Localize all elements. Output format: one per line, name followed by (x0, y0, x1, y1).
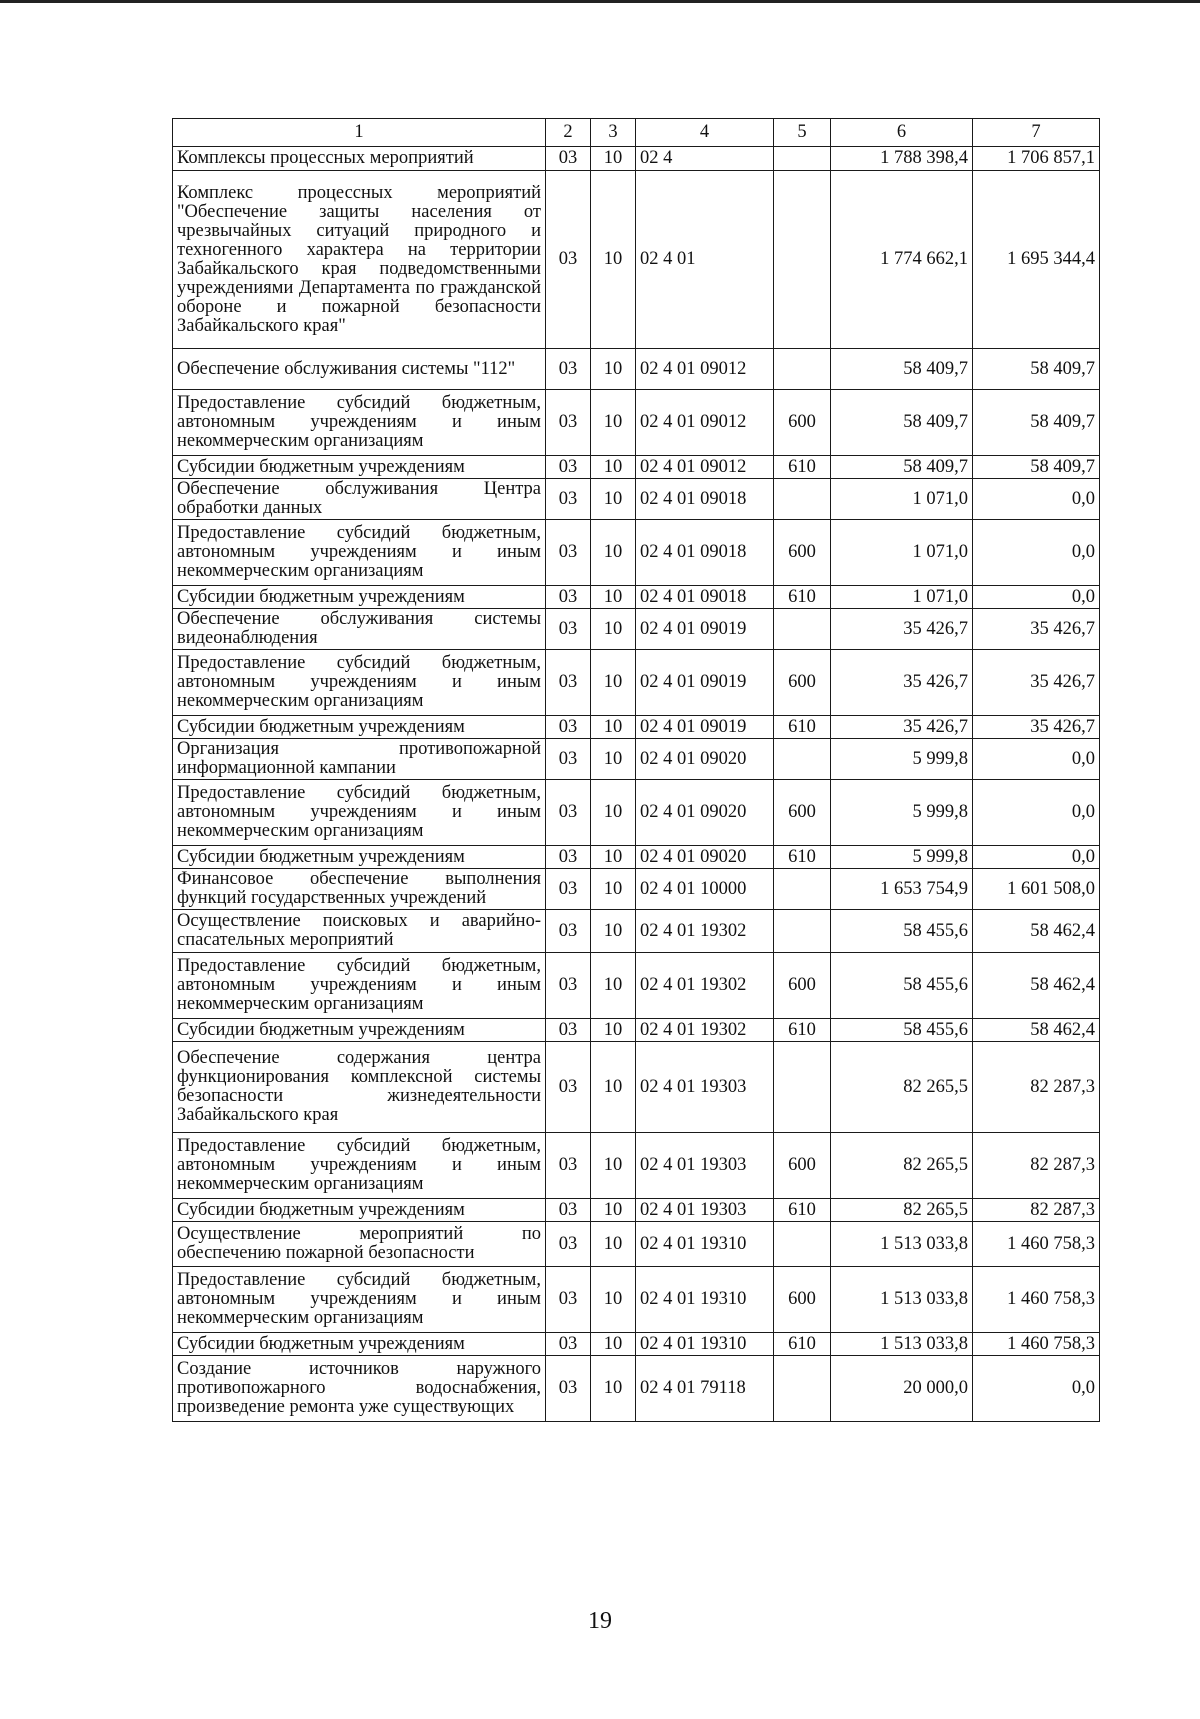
row-col-2: 03 (546, 1042, 591, 1133)
row-name: Осуществление поисковых и аварийно-спасательных мероприятий (173, 910, 546, 953)
table-row (173, 390, 1100, 456)
table-row (173, 1042, 1100, 1133)
row-col-2: 03 (546, 1356, 591, 1422)
row-col-3: 10 (591, 1199, 636, 1222)
row-col-4: 02 4 01 19310 (636, 1222, 774, 1267)
table-row (173, 1333, 1100, 1356)
table-row (173, 739, 1100, 780)
row-col-5: 600 (774, 953, 831, 1019)
row-col-7: 1 460 758,3 (973, 1333, 1100, 1356)
row-col-6: 20 000,0 (831, 1356, 973, 1422)
row-name: Создание источников наружного противопожарного водоснабжения, произведение ремонта уже существующих (173, 1356, 546, 1422)
row-col-4: 02 4 01 09012 (636, 390, 774, 456)
row-name: Финансовое обеспечение выполнения функций государственных учреждений (173, 869, 546, 910)
table-row (173, 650, 1100, 716)
table-row (173, 953, 1100, 1019)
column-header-2: 2 (546, 119, 591, 147)
column-header-5: 5 (774, 119, 831, 147)
row-col-4: 02 4 01 10000 (636, 869, 774, 910)
table-row (173, 869, 1100, 910)
column-header-7: 7 (973, 119, 1100, 147)
row-name: Субсидии бюджетным учреждениям (173, 456, 546, 479)
row-col-5: 610 (774, 586, 831, 609)
table-row (173, 780, 1100, 846)
row-col-2: 03 (546, 520, 591, 586)
row-col-4: 02 4 01 19310 (636, 1333, 774, 1356)
row-col-5: 610 (774, 1019, 831, 1042)
column-header-3: 3 (591, 119, 636, 147)
row-col-5 (774, 609, 831, 650)
row-col-7: 58 462,4 (973, 910, 1100, 953)
row-col-6: 82 265,5 (831, 1042, 973, 1133)
row-col-5: 600 (774, 650, 831, 716)
row-col-6: 58 409,7 (831, 456, 973, 479)
row-col-4: 02 4 01 09019 (636, 716, 774, 739)
row-name: Субсидии бюджетным учреждениям (173, 586, 546, 609)
table-row (173, 171, 1100, 349)
row-col-2: 03 (546, 349, 591, 390)
row-col-6: 1 071,0 (831, 586, 973, 609)
row-col-3: 10 (591, 869, 636, 910)
table-row (173, 609, 1100, 650)
row-name: Обеспечение обслуживания Центра обработки данных (173, 479, 546, 520)
row-name: Предоставление субсидий бюджетным, автономным учреждениям и иным некоммерческим организациям (173, 953, 546, 1019)
row-name: Предоставление субсидий бюджетным, автономным учреждениям и иным некоммерческим организациям (173, 390, 546, 456)
row-col-2: 03 (546, 869, 591, 910)
row-col-6: 1 653 754,9 (831, 869, 973, 910)
row-col-5: 600 (774, 1267, 831, 1333)
row-col-3: 10 (591, 846, 636, 869)
row-col-2: 03 (546, 456, 591, 479)
row-col-3: 10 (591, 1356, 636, 1422)
row-col-7: 58 409,7 (973, 390, 1100, 456)
row-col-4: 02 4 01 09018 (636, 479, 774, 520)
row-col-2: 03 (546, 1222, 591, 1267)
row-col-5: 610 (774, 1333, 831, 1356)
row-col-7: 1 706 857,1 (973, 147, 1100, 171)
row-col-5 (774, 147, 831, 171)
row-name: Предоставление субсидий бюджетным, автономным учреждениям и иным некоммерческим организациям (173, 520, 546, 586)
row-col-2: 03 (546, 780, 591, 846)
row-col-2: 03 (546, 390, 591, 456)
row-name: Субсидии бюджетным учреждениям (173, 1199, 546, 1222)
scan-top-edge (0, 0, 1200, 3)
header-row (173, 119, 1100, 147)
table-row (173, 520, 1100, 586)
row-col-7: 58 409,7 (973, 349, 1100, 390)
row-col-7: 35 426,7 (973, 716, 1100, 739)
row-name: Предоставление субсидий бюджетным, автономным учреждениям и иным некоммерческим организациям (173, 1267, 546, 1333)
row-col-3: 10 (591, 1042, 636, 1133)
table-row (173, 1133, 1100, 1199)
row-col-2: 03 (546, 171, 591, 349)
row-col-2: 03 (546, 910, 591, 953)
row-col-7: 58 462,4 (973, 953, 1100, 1019)
row-col-6: 1 071,0 (831, 479, 973, 520)
row-col-4: 02 4 01 09012 (636, 456, 774, 479)
row-col-6: 5 999,8 (831, 739, 973, 780)
row-col-4: 02 4 01 09020 (636, 739, 774, 780)
row-col-3: 10 (591, 1019, 636, 1042)
row-name: Обеспечение обслуживания системы видеонаблюдения (173, 609, 546, 650)
row-col-5: 600 (774, 780, 831, 846)
row-col-4: 02 4 01 09020 (636, 780, 774, 846)
row-col-7: 0,0 (973, 739, 1100, 780)
row-col-2: 03 (546, 650, 591, 716)
row-col-5 (774, 349, 831, 390)
row-col-6: 82 265,5 (831, 1199, 973, 1222)
row-name: Предоставление субсидий бюджетным, автономным учреждениям и иным некоммерческим организациям (173, 650, 546, 716)
row-col-7: 0,0 (973, 780, 1100, 846)
row-name: Предоставление субсидий бюджетным, автономным учреждениям и иным некоммерческим организациям (173, 780, 546, 846)
row-col-3: 10 (591, 780, 636, 846)
row-col-5: 610 (774, 456, 831, 479)
row-col-2: 03 (546, 846, 591, 869)
row-col-2: 03 (546, 1019, 591, 1042)
row-col-4: 02 4 01 (636, 171, 774, 349)
row-col-3: 10 (591, 1222, 636, 1267)
row-name: Комплексы процессных мероприятий (173, 147, 546, 171)
row-col-5 (774, 1222, 831, 1267)
row-col-7: 35 426,7 (973, 609, 1100, 650)
row-col-2: 03 (546, 609, 591, 650)
row-col-7: 1 460 758,3 (973, 1222, 1100, 1267)
row-col-5 (774, 910, 831, 953)
row-col-5: 600 (774, 390, 831, 456)
row-name: Субсидии бюджетным учреждениям (173, 1019, 546, 1042)
row-col-6: 58 455,6 (831, 1019, 973, 1042)
row-col-5: 600 (774, 520, 831, 586)
row-col-3: 10 (591, 1133, 636, 1199)
row-col-2: 03 (546, 716, 591, 739)
row-col-5 (774, 479, 831, 520)
row-col-5: 610 (774, 716, 831, 739)
row-col-2: 03 (546, 479, 591, 520)
row-col-4: 02 4 01 09012 (636, 349, 774, 390)
row-col-6: 35 426,7 (831, 650, 973, 716)
table-row (173, 479, 1100, 520)
row-col-2: 03 (546, 1267, 591, 1333)
row-col-2: 03 (546, 953, 591, 1019)
row-col-3: 10 (591, 739, 636, 780)
table-row (173, 716, 1100, 739)
row-col-5 (774, 171, 831, 349)
row-col-6: 58 455,6 (831, 953, 973, 1019)
row-name: Обеспечение обслуживания системы "112" (173, 349, 546, 390)
row-col-4: 02 4 01 19302 (636, 910, 774, 953)
row-col-4: 02 4 01 09019 (636, 650, 774, 716)
row-col-4: 02 4 01 09019 (636, 609, 774, 650)
row-col-4: 02 4 01 09018 (636, 520, 774, 586)
table-row (173, 910, 1100, 953)
row-col-3: 10 (591, 609, 636, 650)
row-col-3: 10 (591, 479, 636, 520)
column-header-4: 4 (636, 119, 774, 147)
row-name: Субсидии бюджетным учреждениям (173, 716, 546, 739)
column-header-1: 1 (173, 119, 546, 147)
row-col-7: 82 287,3 (973, 1133, 1100, 1199)
row-col-7: 0,0 (973, 479, 1100, 520)
row-col-7: 82 287,3 (973, 1199, 1100, 1222)
row-col-6: 5 999,8 (831, 780, 973, 846)
row-name: Осуществление мероприятий по обеспечению пожарной безопасности (173, 1222, 546, 1267)
row-col-3: 10 (591, 349, 636, 390)
row-col-7: 1 460 758,3 (973, 1267, 1100, 1333)
row-col-5: 610 (774, 1199, 831, 1222)
budget-table (172, 118, 1100, 1422)
row-name: Субсидии бюджетным учреждениям (173, 1333, 546, 1356)
row-col-4: 02 4 01 09018 (636, 586, 774, 609)
row-col-6: 35 426,7 (831, 609, 973, 650)
page-number: 19 (588, 1608, 612, 1634)
row-col-7: 0,0 (973, 846, 1100, 869)
row-col-6: 58 409,7 (831, 349, 973, 390)
row-col-3: 10 (591, 1267, 636, 1333)
row-col-6: 1 788 398,4 (831, 147, 973, 171)
row-col-5: 610 (774, 846, 831, 869)
row-name: Комплекс процессных мероприятий "Обеспечение защиты населения от чрезвычайных ситуаций природного и техногенного характера на территории Забайкальского края подведомственными учреждениями Департамента по гражданской обороне и пожарной безопасности Забайкальского края" (173, 171, 546, 349)
row-col-4: 02 4 01 19303 (636, 1042, 774, 1133)
row-col-3: 10 (591, 390, 636, 456)
row-col-2: 03 (546, 1199, 591, 1222)
row-col-6: 1 513 033,8 (831, 1333, 973, 1356)
row-name: Организация противопожарной информационной кампании (173, 739, 546, 780)
row-col-5 (774, 1042, 831, 1133)
row-col-5 (774, 869, 831, 910)
table-row (173, 349, 1100, 390)
row-col-7: 35 426,7 (973, 650, 1100, 716)
row-col-6: 58 455,6 (831, 910, 973, 953)
row-col-3: 10 (591, 650, 636, 716)
row-col-6: 82 265,5 (831, 1133, 973, 1199)
row-col-4: 02 4 01 19303 (636, 1133, 774, 1199)
row-col-3: 10 (591, 910, 636, 953)
row-col-5: 600 (774, 1133, 831, 1199)
row-col-4: 02 4 01 19302 (636, 1019, 774, 1042)
row-col-2: 03 (546, 1133, 591, 1199)
row-col-6: 1 513 033,8 (831, 1267, 973, 1333)
row-col-4: 02 4 01 09020 (636, 846, 774, 869)
row-col-7: 82 287,3 (973, 1042, 1100, 1133)
row-col-7: 0,0 (973, 586, 1100, 609)
row-col-4: 02 4 01 19303 (636, 1199, 774, 1222)
row-col-2: 03 (546, 147, 591, 171)
row-col-4: 02 4 01 19302 (636, 953, 774, 1019)
table-row (173, 586, 1100, 609)
column-header-6: 6 (831, 119, 973, 147)
table-row (173, 1199, 1100, 1222)
row-col-6: 1 513 033,8 (831, 1222, 973, 1267)
row-col-5 (774, 1356, 831, 1422)
table-row (173, 1222, 1100, 1267)
row-col-6: 35 426,7 (831, 716, 973, 739)
row-col-2: 03 (546, 586, 591, 609)
row-col-3: 10 (591, 1333, 636, 1356)
row-col-3: 10 (591, 456, 636, 479)
table-row (173, 1356, 1100, 1422)
row-col-6: 5 999,8 (831, 846, 973, 869)
row-col-3: 10 (591, 953, 636, 1019)
row-col-7: 58 462,4 (973, 1019, 1100, 1042)
row-col-4: 02 4 01 79118 (636, 1356, 774, 1422)
table-body (173, 147, 1100, 1422)
row-col-3: 10 (591, 716, 636, 739)
row-col-6: 1 774 662,1 (831, 171, 973, 349)
row-col-2: 03 (546, 1333, 591, 1356)
table-row (173, 1267, 1100, 1333)
row-col-7: 58 409,7 (973, 456, 1100, 479)
row-col-7: 1 601 508,0 (973, 869, 1100, 910)
table-row (173, 456, 1100, 479)
row-name: Субсидии бюджетным учреждениям (173, 846, 546, 869)
row-name: Обеспечение содержания центра функционирования комплексной системы безопасности жизнедеятельности Забайкальского края (173, 1042, 546, 1133)
row-col-3: 10 (591, 586, 636, 609)
row-col-4: 02 4 (636, 147, 774, 171)
row-col-7: 1 695 344,4 (973, 171, 1100, 349)
table-row (173, 846, 1100, 869)
row-col-5 (774, 739, 831, 780)
row-col-3: 10 (591, 520, 636, 586)
row-col-7: 0,0 (973, 1356, 1100, 1422)
row-col-2: 03 (546, 739, 591, 780)
table-row (173, 1019, 1100, 1042)
row-col-3: 10 (591, 171, 636, 349)
row-col-6: 58 409,7 (831, 390, 973, 456)
row-col-3: 10 (591, 147, 636, 171)
table-row (173, 147, 1100, 171)
row-col-7: 0,0 (973, 520, 1100, 586)
row-name: Предоставление субсидий бюджетным, автономным учреждениям и иным некоммерческим организациям (173, 1133, 546, 1199)
row-col-6: 1 071,0 (831, 520, 973, 586)
row-col-4: 02 4 01 19310 (636, 1267, 774, 1333)
